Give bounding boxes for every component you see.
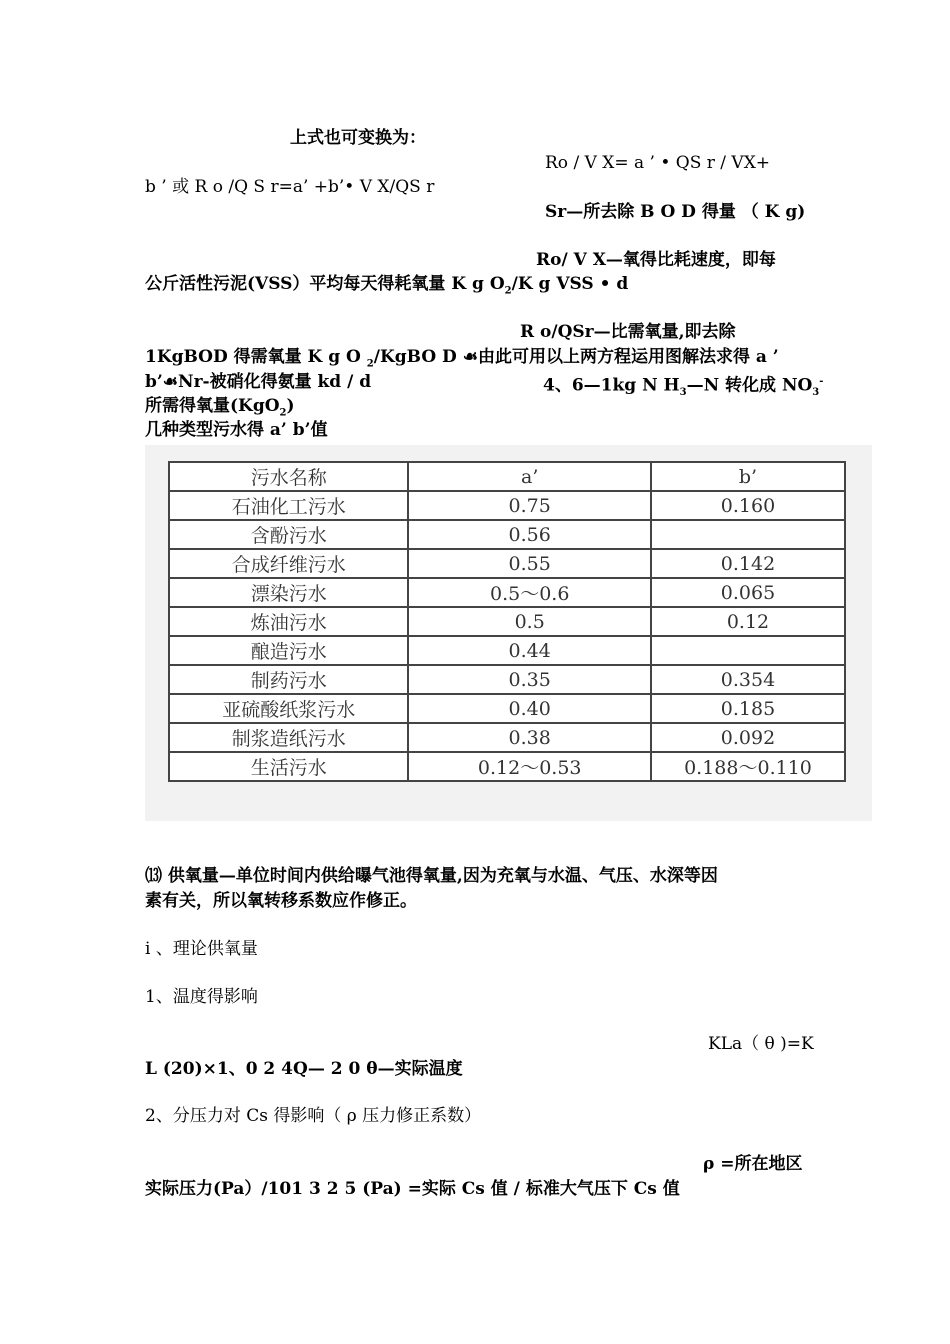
text-fragment: —N 转化成 NO [686,375,813,396]
table-cell: 0.160 [651,491,845,520]
table-row [169,520,845,549]
text-fragment: ) [286,396,295,416]
table-header-cell: b’ [651,462,845,491]
table-cell [651,636,845,665]
table-row [169,578,845,607]
table-header-row [169,462,845,491]
table-caption: 几种类型污水得 a’ b’值 [145,420,328,440]
table-cell: 0.35 [408,665,651,694]
table-row [169,694,845,723]
text-line-specific-demand: R o/QSr—比需氧量,即去除 [520,322,736,342]
table-header-cell: a’ [408,462,651,491]
table-cell: 制浆造纸污水 [169,723,408,752]
text-fragment: 公斤活性污泥(VSS）平均每天得耗氧量 K g O [145,274,505,294]
text-line-kla-cont: L (20)×1、0 2 4Q— 2 0 θ—实际温度 [145,1059,463,1079]
table-row [169,636,845,665]
text-fragment: /KgBO D ☙由此可用以上两方程运用图解法求得 a ’ [373,347,779,367]
table-cell: 漂染污水 [169,578,408,607]
table-row [169,549,845,578]
text-line-oxygen-rate: Ro/ V X—氧得比耗速度，即每 [536,250,776,270]
table-row [169,491,845,520]
table-cell: 0.185 [651,694,845,723]
text-line-nitrified [145,371,371,393]
table-cell: 0.065 [651,578,845,607]
text-line-rho: ρ =所在地区 [703,1154,803,1174]
text-line-conversion [543,371,823,404]
subscript: 3 [679,387,687,399]
text-line-oxygen-rate-cont [145,273,628,302]
table-cell: 石油化工污水 [169,491,408,520]
text-fragment: 所需得氧量(KgO [145,396,280,416]
table-cell: 0.56 [408,520,651,549]
text-line-formula-2: b ’ 或 R o /Q S r=a’ +b’• V X/QS r [145,177,435,197]
subscript: 2 [504,285,512,297]
table-cell: 酿造污水 [169,636,408,665]
text-fragment: 1KgBOD 得需氧量 K g O [145,347,367,367]
superscript: - [819,376,824,387]
table-row [169,607,845,636]
text-line-formula-1: Ro / V X= a ’ • QS r / VX+ [545,153,771,173]
table-cell: 炼油污水 [169,607,408,636]
table-row [169,665,845,694]
text-line-sr-definition: Sr—所去除 B O D 得量 （ K g) [545,202,806,222]
text-line-kla: KLa（ θ )=K [708,1034,814,1054]
table-cell: 0.188～0.110 [651,752,845,781]
table-row [169,752,845,781]
table-cell: 0.40 [408,694,651,723]
table-cell: 亚硫酸纸浆污水 [169,694,408,723]
table-cell [651,520,845,549]
table-row [169,723,845,752]
text-line-temperature: 1、温度得影响 [145,987,258,1007]
subscript: 3 [812,387,820,399]
table-cell: 0.142 [651,549,845,578]
table-image-panel [145,445,872,821]
text-line-theoretical: ⅰ 、理论供氧量 [145,939,258,959]
text-line-rho-cont: 实际压力(Pa）/101 3 2 5 (Pa) =实际 Cs 值 / 标准大气压下 Cs 值 [145,1179,680,1199]
table-cell: 0.44 [408,636,651,665]
subscript: 2 [366,358,374,370]
table-cell: 0.12 [651,607,845,636]
table-cell: 制药污水 [169,665,408,694]
table-header-cell: 污水名称 [169,462,408,491]
section-oxygen-supply: ⒀ 供氧量—单位时间内供给曝气池得氧量,因为充氧与水温、气压、水深等因 [145,866,718,886]
table-cell: 合成纤维污水 [169,549,408,578]
table-cell: 0.5～0.6 [408,578,651,607]
table-cell: 0.5 [408,607,651,636]
text-fragment: 4、6—1kg N H [543,375,680,396]
table-cell: 0.354 [651,665,845,694]
text-line-correction: 素有关，所以氧转移系数应作修正。 [145,891,417,911]
table-cell: 生活污水 [169,752,408,781]
table-cell: 0.092 [651,723,845,752]
text-fragment: /K g VSS • d [511,274,629,294]
table-cell: 0.75 [408,491,651,520]
table-cell: 0.12～0.53 [408,752,651,781]
table-cell: 含酚污水 [169,520,408,549]
table-cell: 0.38 [408,723,651,752]
subscript: 2 [279,407,287,419]
text-line-transform: 上式也可变换为： [290,128,426,148]
text-line-pressure: 2、分压力对 Cs 得影响（ ρ 压力修正系数） [145,1106,482,1126]
coefficient-table [168,461,846,782]
text-fragment: b’☙Nr-被硝化得氨量 kd / d [145,372,372,392]
table-cell: 0.55 [408,549,651,578]
